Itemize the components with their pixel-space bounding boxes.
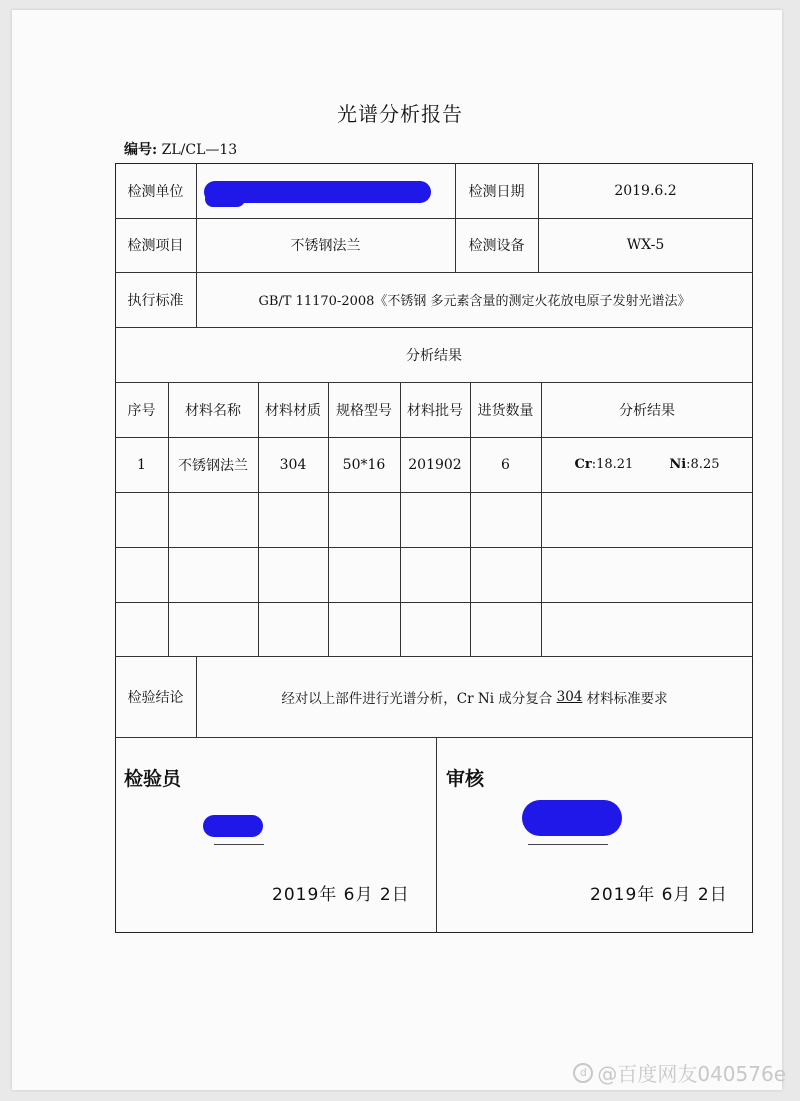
row-no: 1 <box>137 456 146 473</box>
row-divider <box>115 547 753 548</box>
header-no: 序号 <box>127 402 156 419</box>
header-spec: 规格型号 <box>336 402 392 419</box>
report-title: 光谱分析报告 <box>337 102 463 126</box>
reviewer-date: 2019年 6月 2日 <box>590 885 728 905</box>
signature-stroke <box>528 830 608 845</box>
reviewer-label: 审核 <box>446 768 485 790</box>
signature-stroke <box>214 832 264 845</box>
row-spec: 50*16 <box>342 456 386 473</box>
row-divider <box>115 737 753 738</box>
standard-value: GB/T 11170-2008《不锈钢 多元素含量的测定火花放电原子发射光谱法》 <box>258 294 691 309</box>
doc-no-label: 编号: <box>124 142 158 158</box>
conclusion-grade: 304 <box>556 688 583 705</box>
cr-label: Cr <box>574 457 592 472</box>
conclusion-before: 经对以上部件进行光谱分析，Cr Ni 成分复合 <box>281 690 557 707</box>
results-title: 分析结果 <box>406 347 462 364</box>
conclusion-label: 检验结论 <box>127 689 184 706</box>
row-result <box>541 437 753 492</box>
header-name: 材料名称 <box>185 402 241 419</box>
doc-no-value: ZL/CL—13 <box>161 142 238 158</box>
equip-label: 检测设备 <box>468 238 525 254</box>
header-material: 材料材质 <box>265 402 321 419</box>
unit-label: 检测单位 <box>127 183 184 200</box>
watermark-text: @百度网友040576e <box>597 1062 786 1086</box>
ni-label: Ni <box>669 457 687 472</box>
cr-value: :18.21 <box>591 457 634 472</box>
inspector-label: 检验员 <box>124 768 182 790</box>
header-qty: 进货数量 <box>477 402 534 419</box>
row-divider <box>115 492 753 493</box>
ni-value: :8.25 <box>686 457 720 472</box>
row-divider <box>115 602 753 603</box>
row-name: 不锈钢法兰 <box>178 457 248 474</box>
conclusion-after: 材料标准要求 <box>582 690 668 707</box>
date-label: 检测日期 <box>468 183 525 200</box>
standard-label: 执行标准 <box>127 292 184 309</box>
row-qty: 6 <box>501 456 510 473</box>
inspector-date: 2019年 6月 2日 <box>272 885 410 905</box>
watermark <box>573 1058 786 1087</box>
equip-value: WX-5 <box>626 237 665 253</box>
row-material: 304 <box>279 456 307 473</box>
document-number <box>124 139 237 159</box>
watermark-icon: d <box>573 1063 593 1083</box>
item-label: 检测项目 <box>127 238 184 254</box>
date-value: 2019.6.2 <box>614 182 677 199</box>
col-divider <box>436 737 437 933</box>
conclusion-text <box>196 656 753 737</box>
item-value: 不锈钢法兰 <box>290 238 361 254</box>
header-result: 分析结果 <box>619 402 675 419</box>
row-batch: 201902 <box>408 456 462 473</box>
redaction-mark <box>205 191 245 207</box>
header-batch: 材料批号 <box>407 402 463 419</box>
